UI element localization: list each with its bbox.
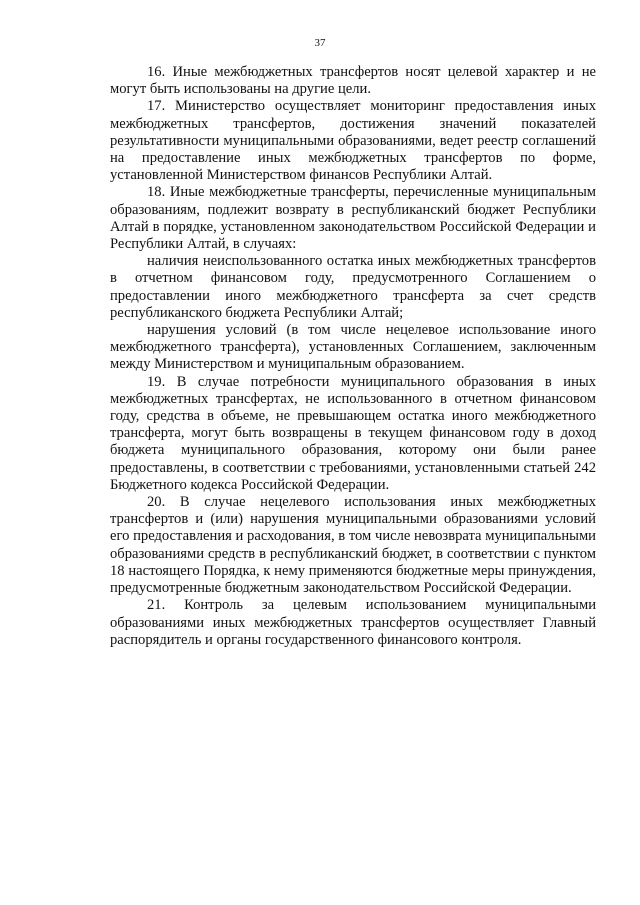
- paragraph-18: 18. Иные межбюджетные трансферты, перечисленные муниципальным образованиям, подлежит возврату в республиканский бюджет Республики Алтай в порядке, установленном законодательством Российской Федерации и Республики Алтай, в случаях:: [110, 184, 596, 253]
- page-number: 37: [314, 37, 326, 49]
- paragraph-21: 21. Контроль за целевым использованием муниципальными образованиями иных межбюджетных трансфертов осуществляет Главный распорядитель и органы государственного финансового контроля.: [110, 597, 596, 648]
- document-body: [110, 64, 596, 649]
- paragraph-17: 17. Министерство осуществляет мониторинг предоставления иных межбюджетных трансфертов, достижения значений показателей результативности муниципальными образованиями, ведет реестр соглашений на предоставление иных межбюджетных трансфертов по форме, установленной Министерством финансов Республики Алтай.: [110, 98, 596, 184]
- paragraph-20: 20. В случае нецелевого использования иных межбюджетных трансфертов и (или) нарушения муниципальными образованиями условий его предоставления и расходования, в том числе невозврата муниципальными образованиями средств в республиканский бюджет, в соответствии с пунктом 18 настоящего Порядка, к нему применяются бюджетные меры принуждения, предусмотренные бюджетным законодательством Российской Федерации.: [110, 494, 596, 597]
- paragraph-19: 19. В случае потребности муниципального образования в иных межбюджетных трансфертах, не использованного в отчетном финансовом году, средства в объеме, не превышающем остатка иного межбюджетного трансферта, могут быть возвращены в текущем финансовом году в доход бюджета муниципального образования, которому они были ранее предоставлены, в соответствии с требованиями, установленными статьей 242 Бюджетного кодекса Российской Федерации.: [110, 373, 596, 493]
- paragraph-18-case-2: нарушения условий (в том числе нецелевое использование иного межбюджетного трансферта), установленных Соглашением, заключенным между Министерством и муниципальным образованием.: [110, 322, 596, 373]
- paragraph-18-case-1: наличия неиспользованного остатка иных межбюджетных трансфертов в отчетном финансовом году, предусмотренного Соглашением о предоставлении иного межбюджетного трансферта за счет средств республиканского бюджета Республики Алтай;: [110, 253, 596, 321]
- paragraph-16: 16. Иные межбюджетных трансфертов носят целевой характер и не могут быть использованы на другие цели.: [110, 64, 596, 98]
